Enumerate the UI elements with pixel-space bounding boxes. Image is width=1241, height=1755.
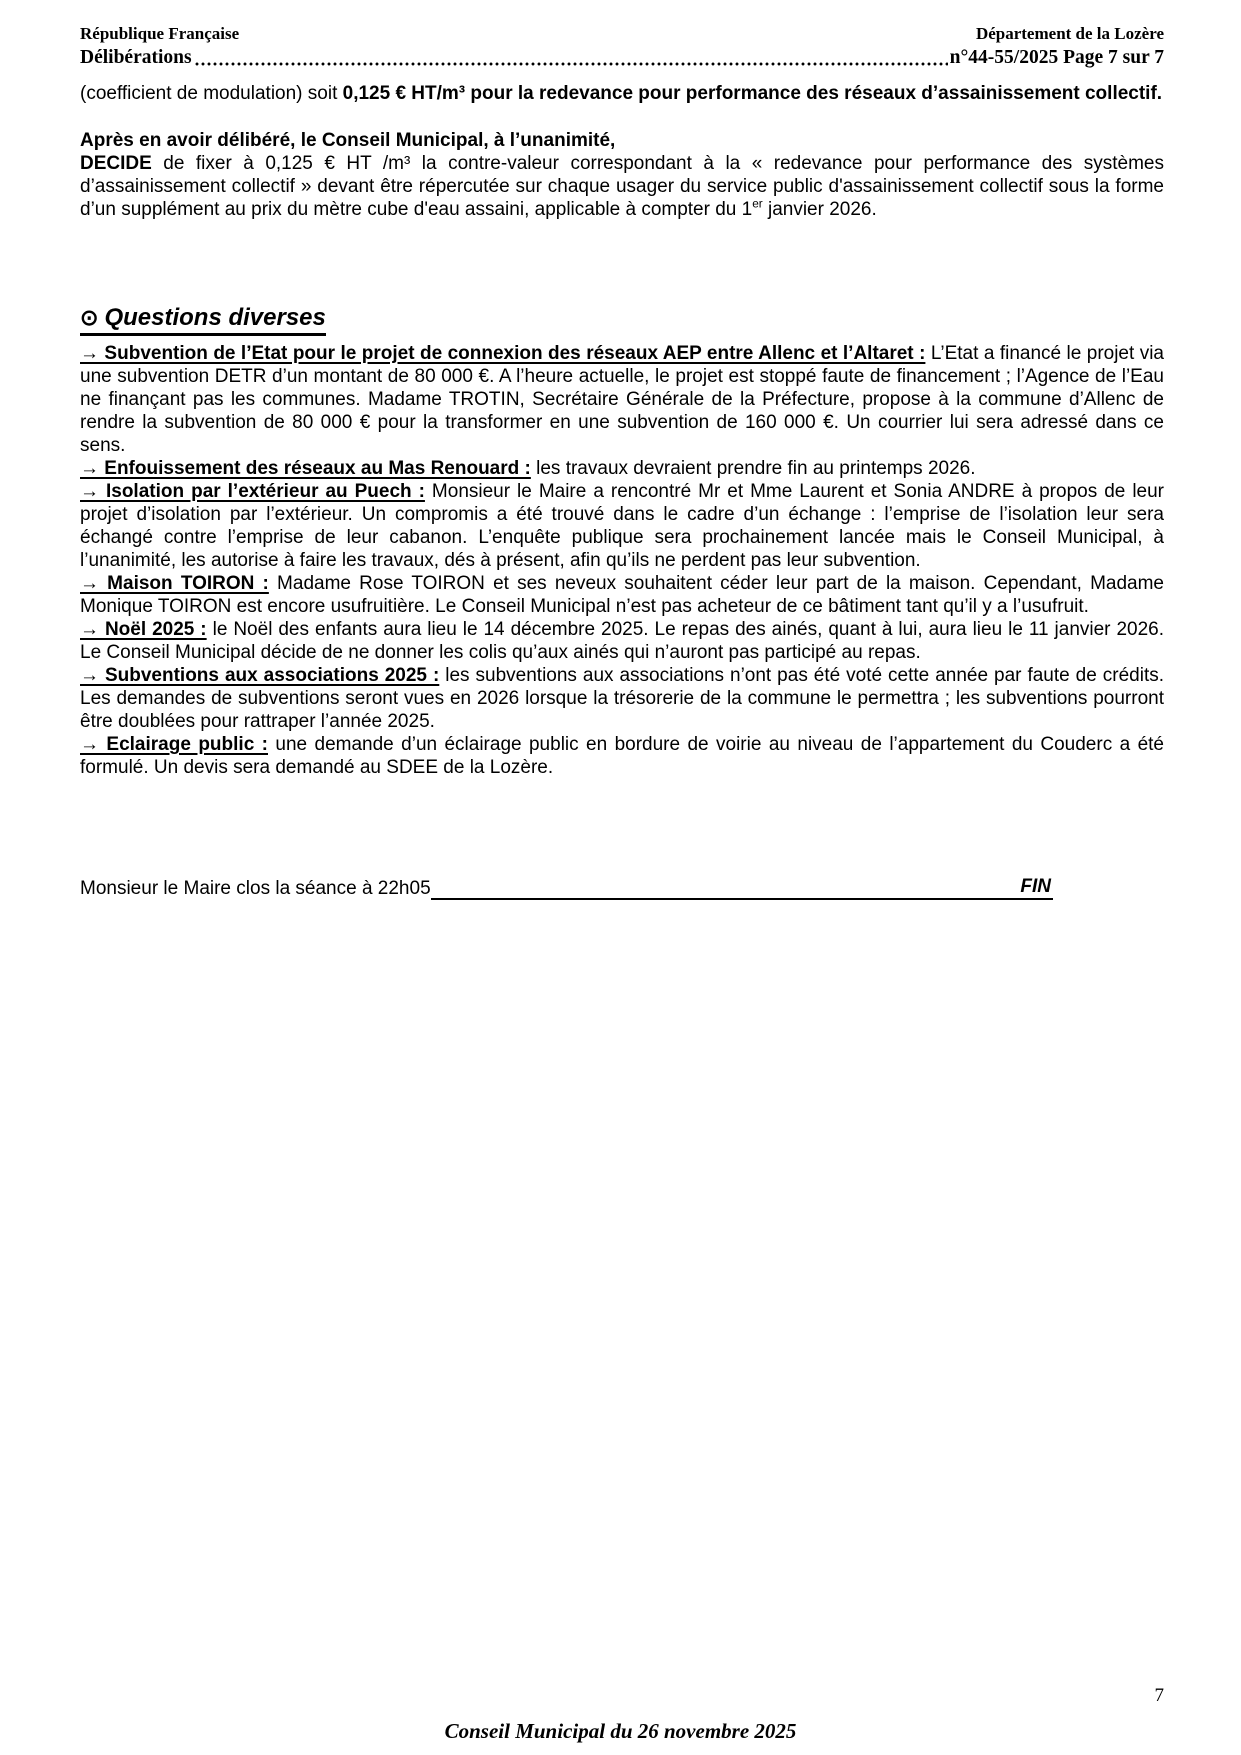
question-body: les subventions aux associations n’ont pas été voté cette année par faute de crédits. Les demandes de subventions seront vues en 2026 lorsque la trésorerie de la commune le permettra ; les subventions pourront être doublées pour rattraper l’année 2025.	[80, 665, 1165, 732]
circled-dot-bullet-icon: ⊙	[80, 305, 99, 330]
question-body: Madame Rose TOIRON et ses neveux souhaitent céder leur part de la maison. Cependant, Madame Monique TOIRON est encore usufruitière. Le Conseil Municipal n’est pas acheteur de ce bâtiment tant qu’il y a l’usufruit.	[80, 573, 1164, 617]
question-lead: → Isolation par l’extérieur au Puech :	[80, 481, 425, 502]
question-item-enfouissement	[80, 457, 1164, 480]
page-number: 7	[1154, 1685, 1164, 1706]
deliberation-block	[80, 129, 1164, 221]
question-item-subventions-associations	[80, 664, 1164, 733]
question-item-isolation	[80, 480, 1164, 572]
header-right-text: Département de la Lozère	[975, 24, 1164, 43]
question-item-eclairage-public	[80, 733, 1164, 779]
question-lead: → Enfouissement des réseaux au Mas Renouard :	[80, 458, 531, 479]
footer-caption: Conseil Municipal du 26 novembre 2025	[444, 1719, 797, 1743]
page-header	[80, 0, 1164, 69]
doc-label: Délibérations	[80, 47, 192, 68]
fin-label: FIN	[1018, 875, 1053, 900]
question-lead: → Subventions aux associations 2025 :	[80, 665, 440, 686]
closing-line	[80, 875, 1053, 900]
question-lead: → Subvention de l’Etat pour le projet de connexion des réseaux AEP entre Allenc et l’Altaret :	[80, 343, 926, 364]
question-lead: → Eclairage public :	[80, 734, 268, 755]
closing-text: Monsieur le Maire clos la séance à 22h05	[80, 878, 431, 899]
question-body: une demande d’un éclairage public en bordure de voirie au niveau de l’appartement du Couderc a été formulé. Un devis sera demandé au SDEE de la Lozère.	[80, 734, 1164, 778]
deliberation-lead: Après en avoir délibéré, le Conseil Municipal, à l’unanimité,	[80, 130, 616, 151]
question-body: les travaux devraient prendre fin au printemps 2026.	[530, 458, 976, 479]
question-body: le Noël des enfants aura lieu le 14 décembre 2025. Le repas des ainés, quant à lui, aura lieu le 11 janvier 2026. Le Conseil Municipal décide de ne donner les colis qu’aux ainés qui n’auront pas participé au repas.	[80, 619, 1165, 663]
decide-paragraph	[80, 152, 1164, 221]
coefficient-bold-text: 0,125 € HT/m³ pour la redevance pour performance des réseaux d’assainissement collectif.	[342, 83, 1163, 104]
doc-number: n°44-55/2025 Page 7 sur 7	[949, 47, 1164, 68]
questions-list	[80, 342, 1164, 779]
questions-diverses-heading	[80, 305, 1164, 336]
decide-body-1: de fixer à 0,125 € HT /m³ la contre-valeur correspondant à la « redevance pour performance des systèmes d’assainissement collectif » devant être répercutée sur chaque usager du service public d'assainissement collectif sous la forme d’un supplément au prix du mètre cube d'eau assaini, applicable à compter du 1	[80, 153, 1164, 220]
question-body: L’Etat a financé le projet via une subvention DETR d’un montant de 80 000 €. A l’heure actuelle, le projet est stoppé faute de financement ; l’Agence de l’Eau ne finançant pas les communes. Madame TROTIN, Secrétaire Générale de la Préfecture, propose à la commune d’Allenc de rendre la subvention de 80 000 € pour la transformer en une subvention de 160 000 €. Un courrier lui sera adressé dans ce sens.	[80, 343, 1165, 456]
decide-body-2: janvier 2026.	[762, 199, 877, 220]
question-item-maison-toiron	[80, 572, 1164, 618]
decide-superscript: er	[752, 197, 763, 211]
question-item-subvention-etat	[80, 342, 1164, 457]
leader-dots	[194, 47, 948, 69]
question-body: Monsieur le Maire a rencontré Mr et Mme Laurent et Sonia ANDRE à propos de leur projet d’isolation par l’extérieur. Un compromis a été trouvé dans le cadre d’un échange : l’emprise de l’isolation leur sera échangé contre l’emprise de leur cabanon. L’enquête publique sera prochainement lancée mais le Conseil Municipal, à l’unanimité, les autorise à faire les travaux, dés à présent, afin qu’ils ne perdent pas leur subvention.	[80, 481, 1164, 571]
question-lead: → Maison TOIRON :	[80, 573, 269, 594]
question-lead: → Noël 2025 :	[80, 619, 207, 640]
questions-diverses-title: Questions diverses	[104, 304, 326, 331]
question-item-noel-2025	[80, 618, 1164, 664]
header-left-text: République Française	[80, 24, 240, 43]
decide-word: DECIDE	[80, 153, 152, 174]
coefficient-normal-text: (coefficient de modulation) soit	[80, 83, 343, 104]
paragraph-coefficient	[80, 82, 1164, 105]
signature-line	[431, 878, 1019, 900]
